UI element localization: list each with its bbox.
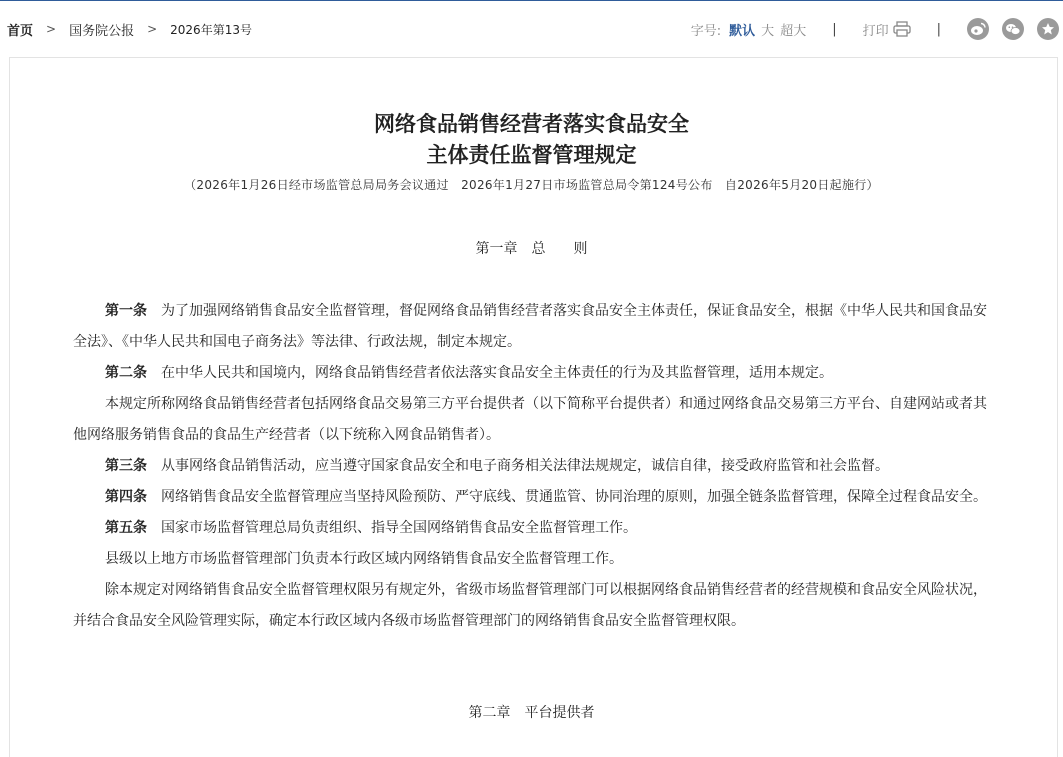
paragraph: [73, 575, 989, 637]
breadcrumb-home-link[interactable]: 首页: [7, 23, 34, 39]
paragraph-text: 除本规定对网络销售食品安全监督管理权限另有规定外，省级市场监督管理部门可以根据网络食品销售经营者的经营规模和食品安全风险状况，并结合食品安全风险管理实际，确定本行政区域内各级市场监督管理部门的网络销售食品安全监督管理权限。: [73, 582, 987, 629]
document-title-line2: 主体责任监督管理规定: [426, 142, 637, 167]
paragraph-text: 县级以上地方市场监督管理部门负责本行政区域内网络销售食品安全监督管理工作。: [105, 551, 623, 567]
paragraph-text: 本规定所称网络食品销售经营者包括网络食品交易第三方平台提供者（以下简称平台提供者）和通过网络食品交易第三方平台、自建网站或者其他网络服务销售食品的食品生产经营者（以下统称入网食品销售者）。: [73, 396, 987, 443]
breadcrumb-section-link[interactable]: 国务院公报: [69, 23, 135, 39]
paragraph: [73, 482, 989, 513]
paragraph-text: 网络销售食品安全监督管理应当坚持风险预防、严守底线、贯通监管、协同治理的原则，加强全链条监督管理，保障全过程食品安全。: [161, 489, 987, 505]
article-number: 第五条: [105, 520, 147, 536]
chapter-heading: 第二章 平台提供者: [468, 705, 595, 721]
paragraph: [73, 451, 989, 482]
article-number: 第四条: [105, 489, 147, 505]
toolbar-divider: |: [936, 21, 941, 37]
favorite-icon[interactable]: [1037, 18, 1059, 40]
printer-icon: [893, 21, 911, 37]
document-title: [0, 108, 1063, 170]
breadcrumb-separator: >: [147, 22, 158, 36]
font-size-xlarge-option[interactable]: 超大: [780, 23, 807, 39]
paragraph-text: 为了加强网络销售食品安全监督管理，督促网络食品销售经营者落实食品安全主体责任，保证食品安全，根据《中华人民共和国食品安全法》、《中华人民共和国电子商务法》等法律、行政法规，制定本规定。: [73, 303, 987, 350]
weibo-icon[interactable]: [967, 18, 989, 40]
article-number: 第二条: [105, 365, 147, 381]
chapter-heading: 第一章 总 则: [475, 241, 588, 257]
article-number: 第三条: [105, 458, 147, 474]
print-button[interactable]: [863, 20, 911, 39]
document-title-line1: 网络食品销售经营者落实食品安全: [374, 111, 689, 136]
print-label: 打印: [862, 23, 889, 39]
paragraph-text: 在中华人民共和国境内，网络食品销售经营者依法落实食品安全主体责任的行为及其监督管理，适用本规定。: [161, 365, 833, 381]
font-size-large-option[interactable]: 大: [761, 23, 775, 39]
breadcrumb-current-issue: 2026年第13号: [170, 22, 252, 37]
wechat-icon[interactable]: [1002, 18, 1024, 40]
document-subtitle: （2026年1月26日经市场监管总局局务会议通过 2026年1月27日市场监管总局令第124号公布 自2026年5月20日起施行）: [184, 178, 879, 192]
toolbar: [691, 1, 1063, 57]
paragraph: [73, 389, 989, 451]
paragraph: [73, 296, 989, 358]
paragraph-text: 国家市场监督管理总局负责组织、指导全国网络销售食品安全监督管理工作。: [161, 520, 637, 536]
breadcrumb: [0, 20, 252, 39]
font-size-label: 字号:: [690, 23, 722, 39]
article-number: 第一条: [105, 303, 147, 319]
paragraph-text: 从事网络食品销售活动，应当遵守国家食品安全和电子商务相关法律法规规定，诚信自律，接受政府监管和社会监督。: [161, 458, 889, 474]
paragraph: [73, 544, 989, 575]
top-bar: [0, 1, 1063, 57]
paragraph: [73, 358, 989, 389]
paragraph: [73, 513, 989, 544]
share-buttons: [967, 18, 1063, 40]
breadcrumb-separator: >: [46, 22, 57, 36]
toolbar-divider: |: [832, 21, 837, 37]
document-body: [73, 296, 989, 637]
font-size-default-option[interactable]: 默认: [729, 23, 756, 39]
